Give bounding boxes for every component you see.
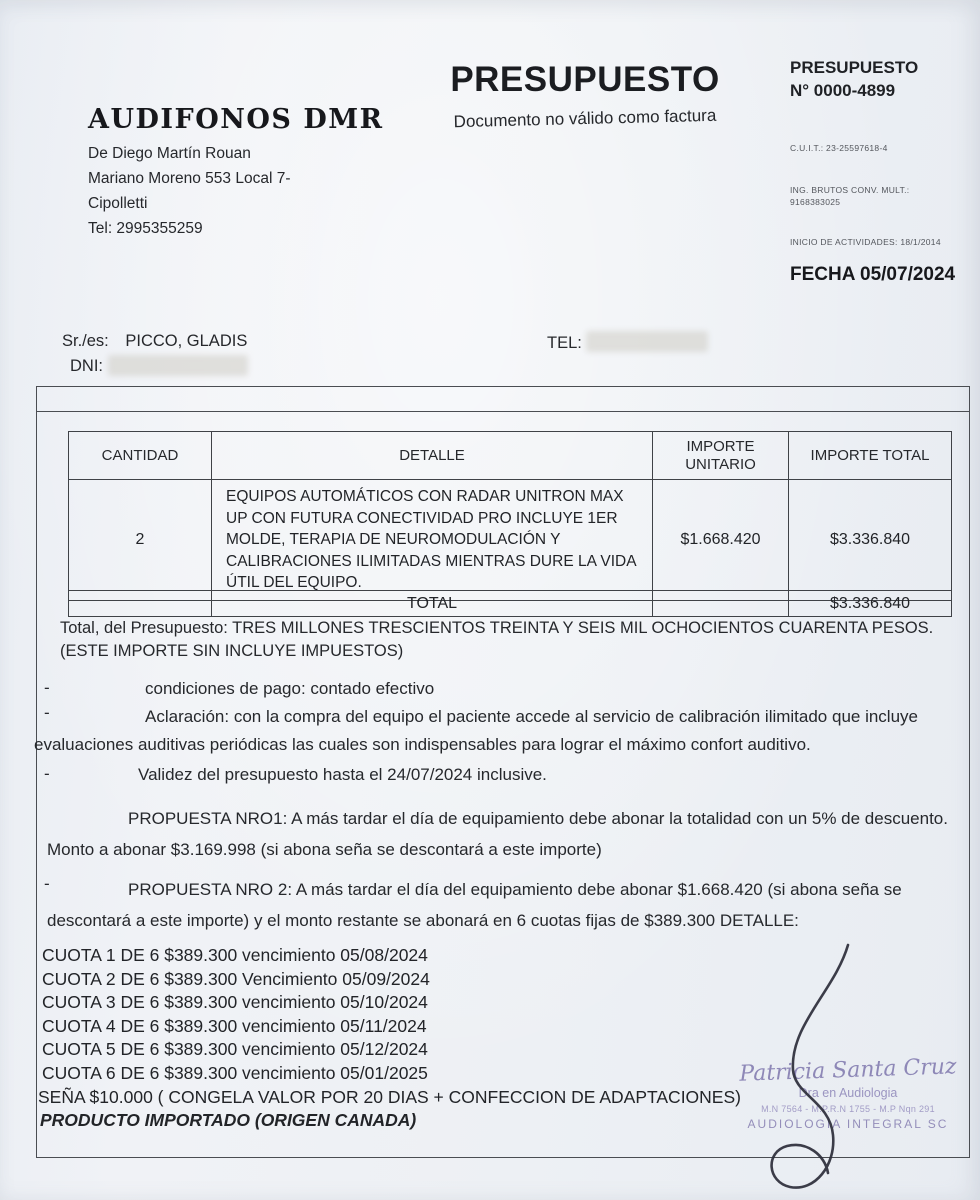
company-address-line1: Mariano Moreno 553 Local 7-: [88, 170, 291, 187]
col-header-detalle: DETALLE: [212, 432, 653, 480]
tax-note: (ESTE IMPORTE SIN INCLUYE IMPUESTOS): [60, 642, 404, 660]
ing-brutos-value: 9168383025: [790, 197, 841, 207]
cuit-line: C.U.I.T.: 23-25597618-4: [790, 143, 888, 153]
installment-line: CUOTA 4 DE 6 $389.300 vencimiento 05/11/2024: [42, 1015, 427, 1036]
stamp-license: M.N 7564 - M.P.R.N 1755 - M.P Nqn 291: [761, 1104, 935, 1114]
company-name: AUDIFONOS DMR: [88, 104, 384, 135]
table-row: [69, 480, 951, 591]
frame-top-band-line: [36, 411, 970, 412]
col-header-importe-unitario: IMPORTE UNITARIO: [653, 432, 789, 480]
fecha-line: FECHA 05/07/2024: [790, 264, 956, 285]
installment-line: CUOTA 3 DE 6 $389.300 vencimiento 05/10/2024: [42, 992, 428, 1013]
budget-number: N° 0000-4899: [790, 81, 896, 100]
installments-block: [38, 944, 741, 1133]
proposal2-paragraph: PROPUESTA NRO 2: A más tardar el día del equipamiento debe abonar $1.668.420 (si abona seña se descontará a este importe) y el monto restante se abonará en 6 cuotas fijas de $389.300 DETALLE:: [47, 880, 902, 930]
title-block: [430, 60, 740, 132]
budget-number-label: PRESUPUESTO: [790, 58, 919, 77]
payment-conditions: condiciones de pago: contado efectivo: [145, 679, 435, 698]
company-address-line2: Cipolletti: [88, 195, 148, 212]
client-dni-label: DNI:: [70, 357, 103, 375]
client-label: Sr./es:: [62, 332, 109, 350]
stamp-name: Patricia Santa Cruz: [739, 1054, 957, 1087]
installment-line: CUOTA 6 DE 6 $389.300 vencimiento 05/01/2025: [42, 1062, 428, 1083]
col-header-cantidad: CANTIDAD: [69, 432, 212, 480]
items-table: [68, 431, 952, 617]
validity-line: Validez del presupuesto hasta el 24/07/2024 inclusive.: [138, 765, 547, 784]
client-tel-label: TEL:: [547, 334, 582, 352]
table-header-row: [69, 432, 951, 480]
stamp-title: Dra en Audiologia: [798, 1086, 898, 1100]
stamp-org: AUDIOLOGIA INTEGRAL SC: [747, 1117, 949, 1131]
cell-importe-total: $3.336.840: [789, 480, 951, 601]
meta-block: [790, 58, 975, 286]
handwritten-signature: [695, 930, 925, 1200]
company-owner: De Diego Martín Rouan: [88, 145, 251, 162]
document-title: PRESUPUESTO: [450, 60, 720, 99]
installment-line: CUOTA 5 DE 6 $389.300 vencimiento 05/12/2024: [42, 1039, 428, 1060]
total-in-words: Total, del Presupuesto: TRES MILLONES TRESCIENTOS TREINTA Y SEIS MIL OCHOCIENTOS CUARENTA PESOS.: [60, 619, 934, 637]
col-header-importe-total: IMPORTE TOTAL: [789, 432, 951, 480]
client-name: PICCO, GLADIS: [125, 332, 248, 350]
bullet-dash: -: [44, 678, 50, 697]
total-value: $3.336.840: [829, 594, 911, 612]
total-label: TOTAL: [212, 591, 653, 616]
bullet-dash: -: [44, 874, 50, 893]
table-spacer-row: [69, 570, 951, 591]
installment-line: CUOTA 2 DE 6 $389.300 Vencimiento 05/09/2024: [42, 968, 430, 989]
dni-redaction: [108, 355, 248, 376]
clarification-paragraph: Aclaración: con la compra del equipo el paciente accede al servicio de calibración ilimitado que incluye evaluaciones auditivas periódicas las cuales son indispensables para lograr el máximo confort auditivo.: [34, 707, 918, 754]
bullet-dash: -: [44, 703, 50, 722]
document-subtitle: Documento no válido como factura: [453, 105, 717, 132]
table-total-row: [69, 591, 951, 616]
inicio-actividades-line: INICIO DE ACTIVIDADES: 18/1/2014: [790, 237, 941, 247]
detalle-text: EQUIPOS AUTOMÁTICOS CON RADAR UNITRON MAX UP CON FUTURA CONECTIVIDAD PRO INCLUYE 1ER MOLDE, TERAPIA DE NEUROMODULACIÓN Y CALIBRACIONES ILIMITADAS MIENTRAS DURE LA VIDA ÚTIL DEL EQUIPO.: [226, 488, 636, 591]
cell-cantidad: 2: [69, 480, 212, 601]
cell-importe-unitario: $1.668.420: [653, 480, 789, 601]
company-block: [88, 104, 384, 241]
ing-brutos-label: ING. BRUTOS CONV. MULT.:: [790, 185, 910, 195]
client-name-line: [62, 332, 247, 351]
origin-line: PRODUCTO IMPORTADO (ORIGEN CANADA): [40, 1110, 417, 1131]
bullet-dash: -: [44, 764, 50, 783]
proposal1-line2: Monto a abonar $3.169.998 (si abona seña se descontará a este importe): [47, 840, 602, 859]
company-phone: Tel: 2995355259: [88, 220, 203, 237]
deposit-line: SEÑA $10.000 ( CONGELA VALOR POR 20 DIAS + CONFECCION DE ADAPTACIONES): [38, 1086, 741, 1107]
installment-line: CUOTA 1 DE 6 $389.300 vencimiento 05/08/2024: [42, 945, 428, 965]
proposal1-line1: PROPUESTA NRO1: A más tardar el día de equipamiento debe abonar la totalidad con un 5% de descuento.: [128, 809, 948, 828]
tel-redaction: [586, 331, 708, 352]
